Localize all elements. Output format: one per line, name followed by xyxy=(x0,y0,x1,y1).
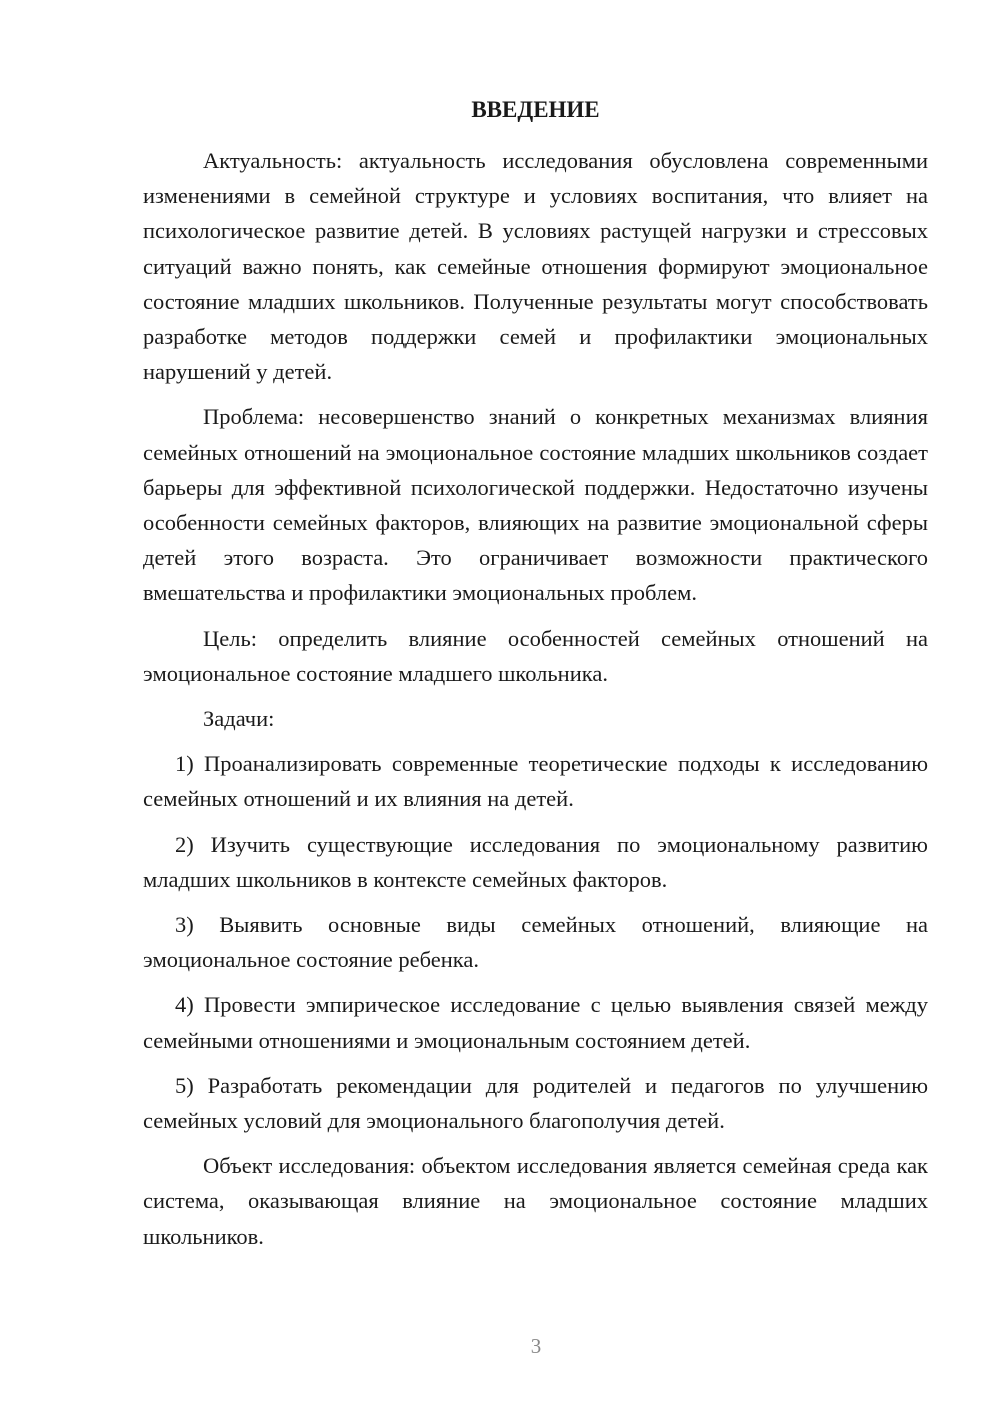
relevance-paragraph: Актуальность: актуальность исследования обусловлена современными изменениями в семейной структуре и условиях воспитания, что влияет на психологическое развитие детей. В условиях растущей нагрузки и стрессовых ситуаций важно понять, как семейные отношения формируют эмоциональное состояние младших школьников. Полученные результаты могут способствовать разработке методов поддержки семей и профилактики эмоциональных нарушений у детей. xyxy=(143,148,928,385)
page-heading: ВВЕДЕНИЕ xyxy=(471,97,600,122)
task-item-3: 3) Выявить основные виды семейных отношений, влияющие на эмоциональное состояние ребенка. xyxy=(143,912,928,973)
body-text xyxy=(143,143,928,1264)
tasks-heading: Задачи: xyxy=(203,706,275,732)
task-item-1: 1) Проанализировать современные теоретические подходы к исследованию семейных отношений и их влияния на детей. xyxy=(143,751,928,812)
task-item-2: 2) Изучить существующие исследования по эмоциональному развитию младших школьников в контексте семейных факторов. xyxy=(143,831,928,892)
problem-paragraph: Проблема: несовершенство знаний о конкретных механизмах влияния семейных отношений на эмоциональное состояние младших школьников создает барьеры для эффективной психологической поддержки. Недостаточно изучены особенности семейных факторов, влияющих на развитие эмоциональной сферы детей этого возраста. Это ограничивает возможности практического вмешательства и профилактики эмоциональных проблем. xyxy=(143,404,928,606)
object-paragraph: Объект исследования: объектом исследования является семейная среда как система, оказывающая влияние на эмоциональное состояние младших школьников. xyxy=(143,1153,928,1249)
task-item-4: 4) Провести эмпирическое исследование с целью выявления связей между семейными отношениями и эмоциональным состоянием детей. xyxy=(143,992,928,1053)
goal-paragraph: Цель: определить влияние особенностей семейных отношений на эмоциональное состояние младшего школьника. xyxy=(143,625,928,686)
page-number: 3 xyxy=(530,1334,542,1358)
task-item-5: 5) Разработать рекомендации для родителей и педагогов по улучшению семейных условий для эмоционального благополучия детей. xyxy=(143,1072,928,1134)
